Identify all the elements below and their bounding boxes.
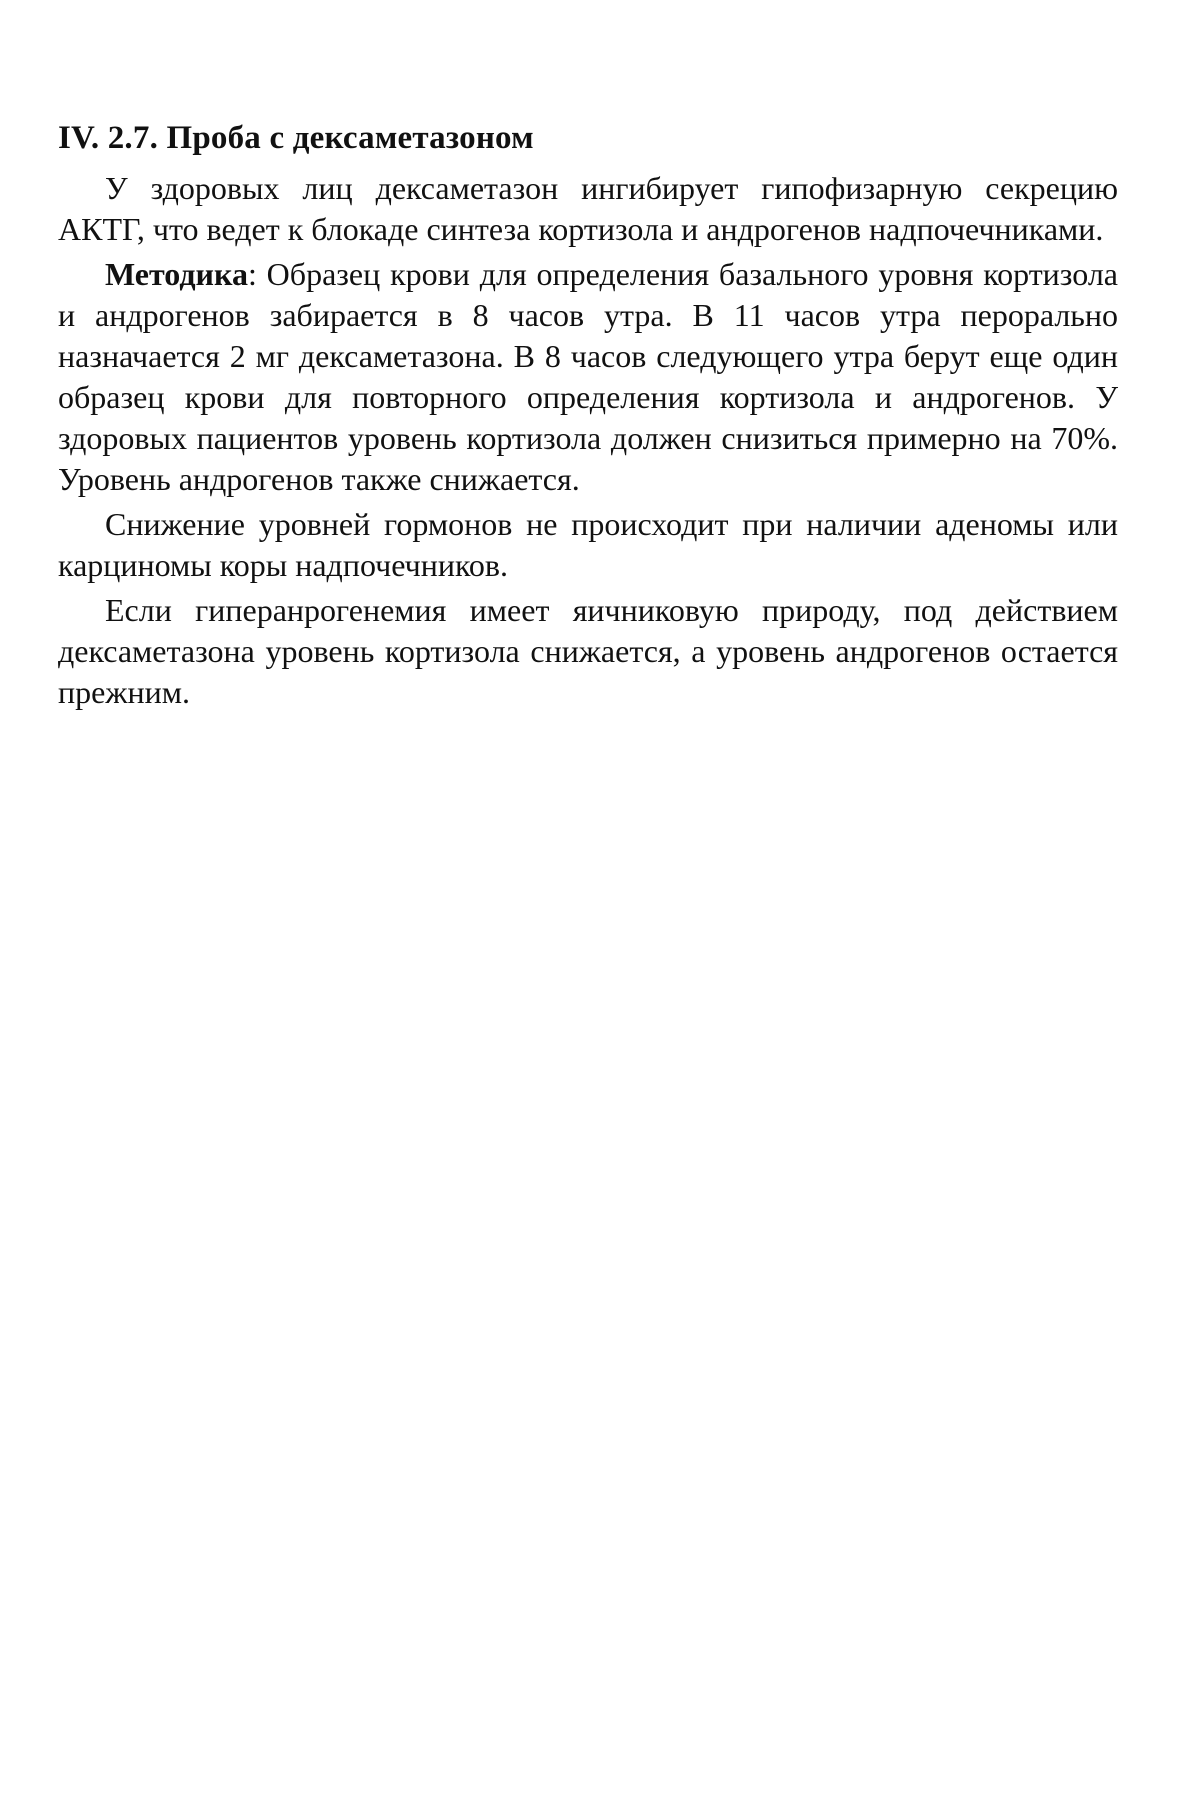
section-heading: IV. 2.7. Проба с дексаметазоном (58, 120, 534, 156)
paragraph-methodology (58, 254, 1118, 500)
methodology-lead: Методика (105, 256, 248, 292)
paragraph-intro: У здоровых лиц дексаметазон ингибирует гипофизарную секрецию АКТГ, что ведет к блокаде синтеза кортизола и андрогенов надпочечниками. (58, 170, 1118, 247)
methodology-text: : Образец крови для определения базального уровня кортизола и андрогенов забирается в 8 часов утра. В 11 часов утра перорально назначается 2 мг дексаметазона. В 8 часов следующего утра берут еще один образец крови для повторного определения кортизола и андрогенов. У здоровых пациентов уровень кортизола должен снизиться примерно на 70%. Уровень андрогенов также снижается. (58, 256, 1118, 497)
paragraph-ovarian-note: Если гиперанрогенемия имеет яичниковую природу, под действием дексаметазона уровень кортизола снижается, а уровень андрогенов остается прежним. (58, 592, 1118, 710)
paragraph-tumor-note: Снижение уровней гормонов не происходит при наличии аденомы или карциномы коры надпочечников. (58, 506, 1118, 583)
document-page (58, 118, 1118, 717)
